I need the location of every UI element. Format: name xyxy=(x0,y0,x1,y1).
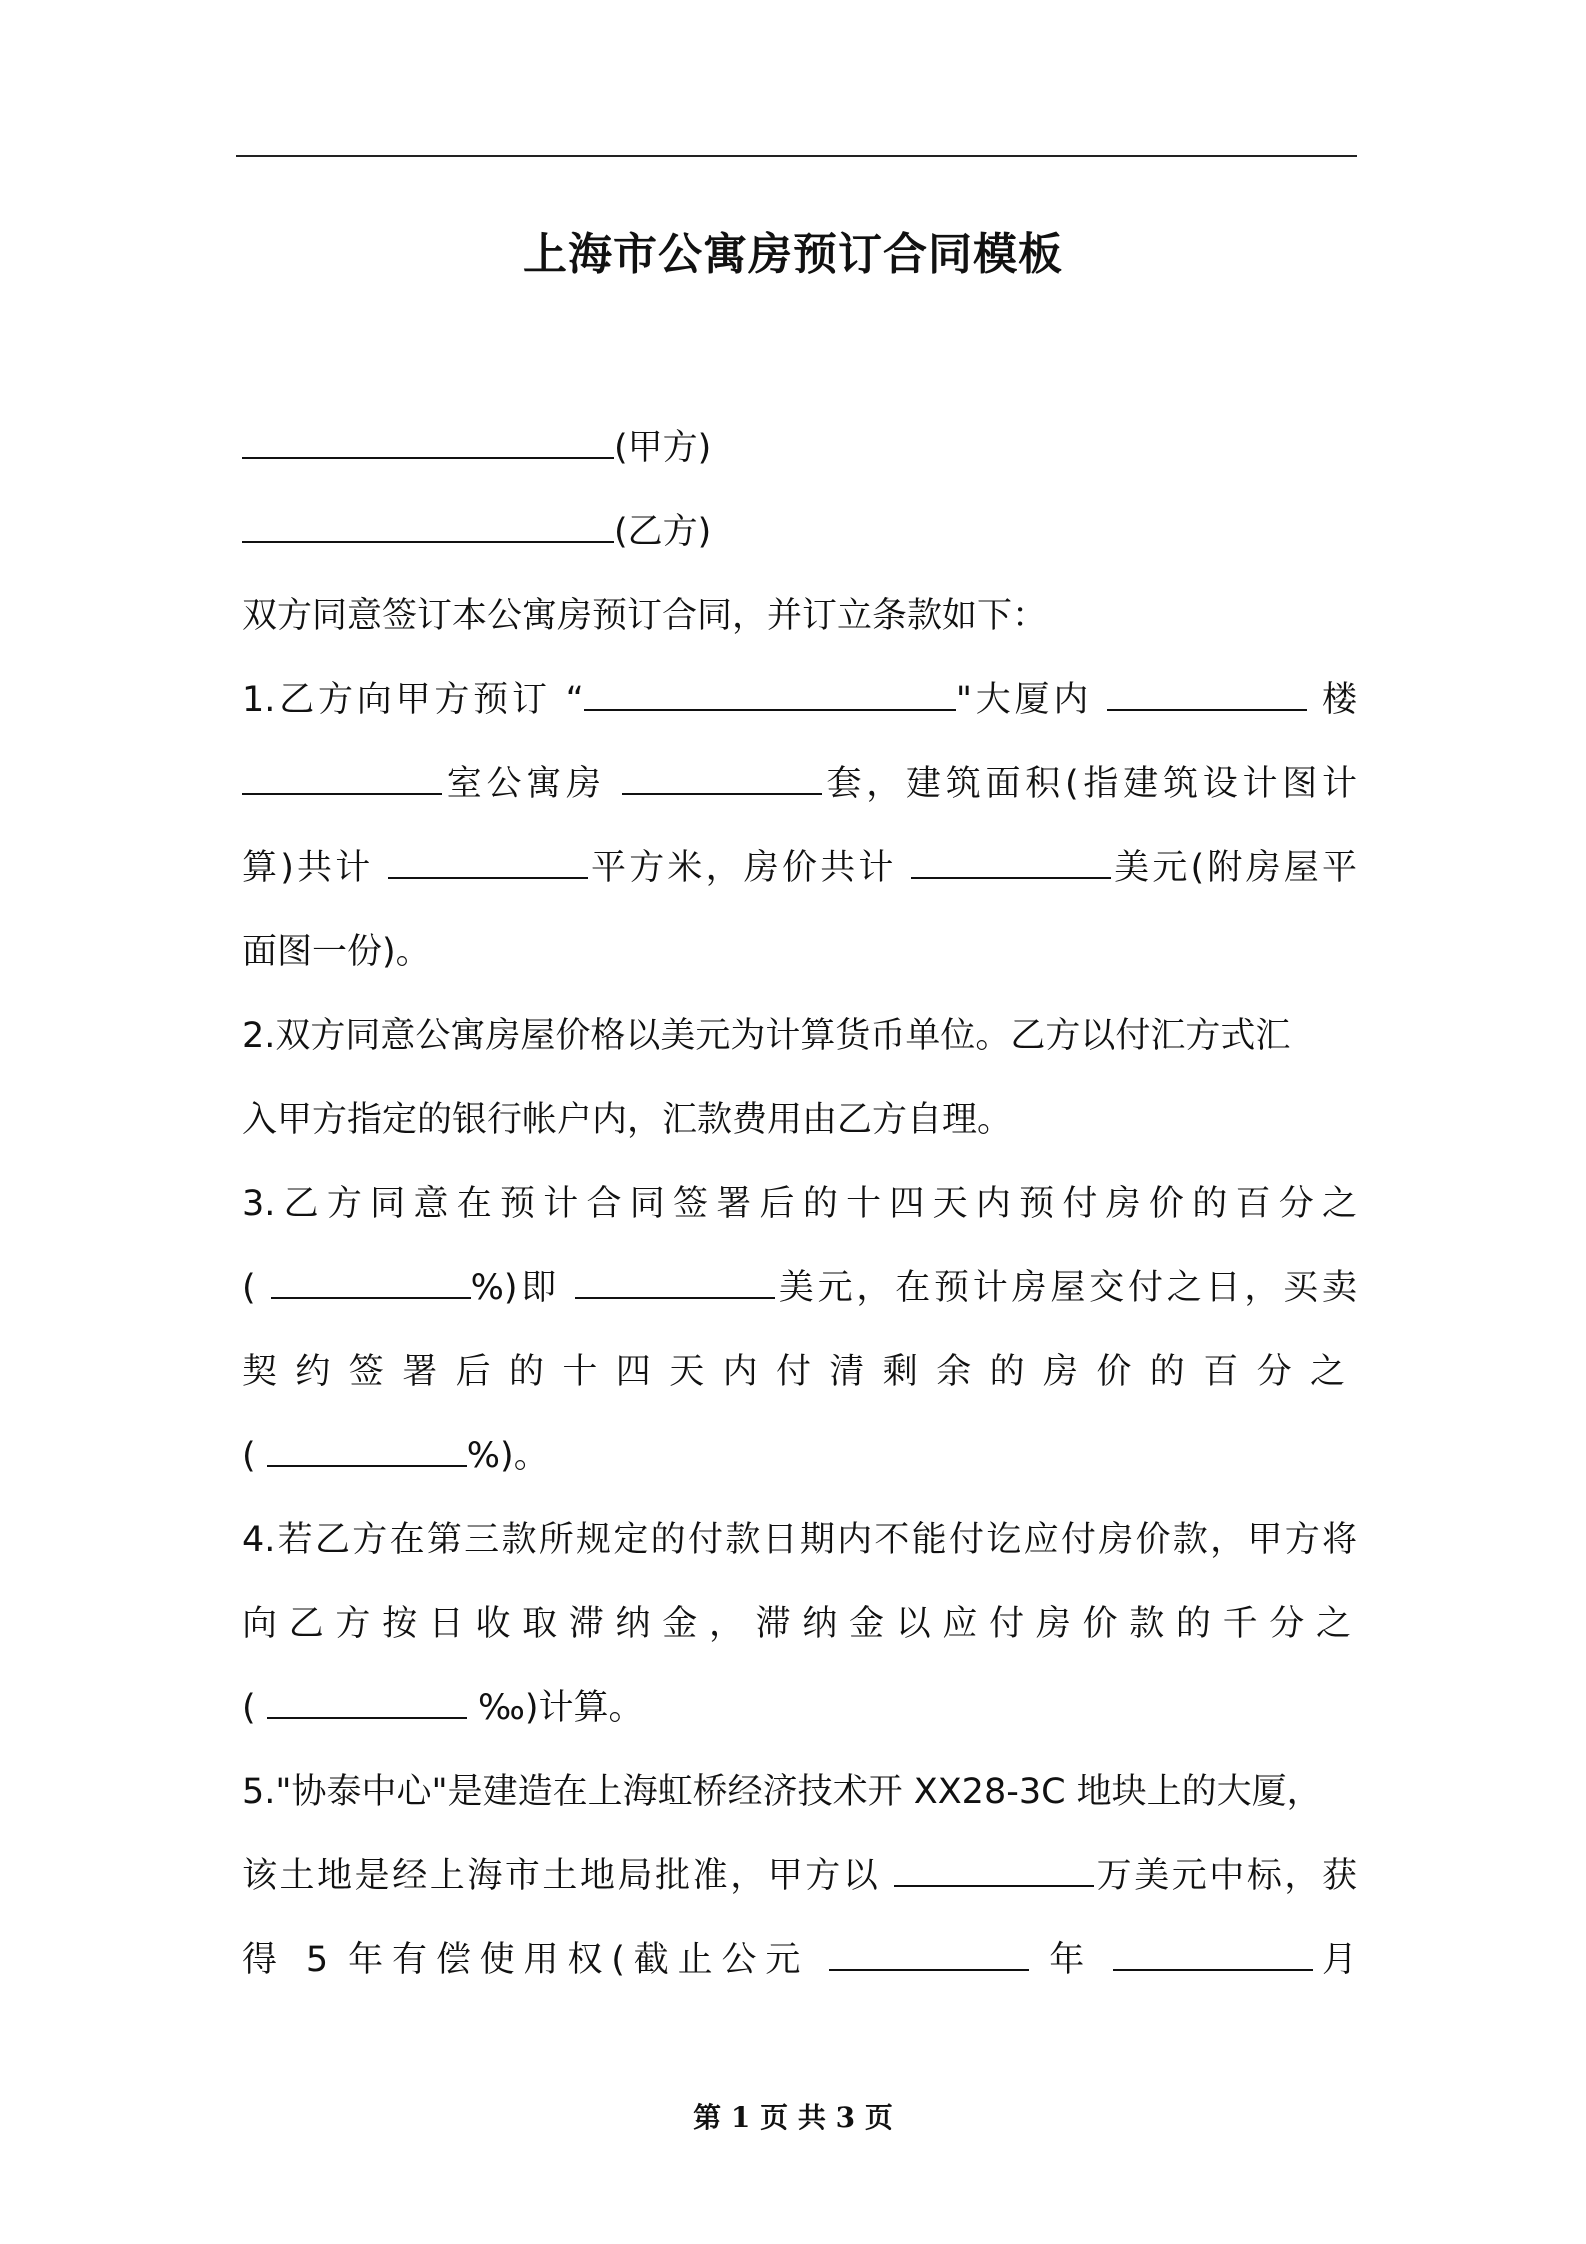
clause-4-line-3 xyxy=(242,1666,1357,1750)
clause-3-line-3 xyxy=(242,1330,1357,1414)
price-blank[interactable] xyxy=(911,851,1111,879)
floor-blank[interactable] xyxy=(1107,683,1307,711)
clause-3-text: 3.乙方同意在预计合同签署后的十四天内预付房价的百分之 xyxy=(242,1184,1357,1224)
year-blank[interactable] xyxy=(829,1943,1029,1971)
clause-1-line-4: 面图一份)。 xyxy=(242,932,431,972)
clause-5-line-1: 5."协泰中心"是建造在上海虹桥经济技术开 XX28-3C 地块上的大厦， xyxy=(242,1772,1322,1812)
clause-5-text: 该土地是经上海市土地局批准，甲方以 xyxy=(242,1856,881,1896)
clause-1-text: 套，建筑面积(指建筑设计图计 xyxy=(821,764,1357,804)
units-blank[interactable] xyxy=(622,767,822,795)
clause-1-text: 美元(附房屋平 xyxy=(1110,848,1357,888)
clause-1-text: "大厦内 xyxy=(955,680,1093,720)
clause-1-text: 平方米，房价共计 xyxy=(587,848,897,888)
balance-percent-blank[interactable] xyxy=(267,1439,467,1467)
document-title: 上海市公寓房预订合同模板 xyxy=(523,229,1063,280)
clause-5-text: 得 5 年有偿使用权(截止公元 xyxy=(242,1940,810,1980)
clause-3-line-4 xyxy=(242,1414,1357,1498)
clause-2-line-1: 2.双方同意公寓房屋价格以美元为计算货币单位。乙方以付汇方式汇 xyxy=(242,1016,1291,1056)
room-blank[interactable] xyxy=(242,767,442,795)
contract-body xyxy=(242,406,1357,2002)
intro-text: 双方同意签订本公寓房预订合同，并订立条款如下： xyxy=(242,596,1048,636)
clause-1-line-3 xyxy=(242,826,1357,910)
header-rule xyxy=(236,155,1357,157)
building-name-blank[interactable] xyxy=(584,683,956,711)
clause-2-line-2: 入甲方指定的银行帐户内，汇款费用由乙方自理。 xyxy=(242,1100,1013,1140)
party-b-label: (乙方) xyxy=(614,512,712,552)
clause-4-text: ( xyxy=(242,1688,256,1728)
party-a-line xyxy=(242,406,1357,490)
month-blank[interactable] xyxy=(1113,1943,1313,1971)
prepay-percent-blank[interactable] xyxy=(271,1271,471,1299)
clause-1-line-2 xyxy=(242,742,1357,826)
clause-3-text: 契约签署后的十四天内付清剩余的房价的百分之 xyxy=(242,1352,1357,1392)
prepay-amount-blank[interactable] xyxy=(575,1271,775,1299)
clause-3-text: ( xyxy=(242,1268,256,1308)
clause-1-text: 算)共计 xyxy=(242,848,374,888)
clause-3-text: ( xyxy=(242,1436,256,1476)
party-a-blank[interactable] xyxy=(242,431,614,459)
clause-4-line-2 xyxy=(242,1582,1357,1666)
clause-5-line-2 xyxy=(242,1834,1357,1918)
clause-1-line-1 xyxy=(242,658,1357,742)
clause-5-line-3 xyxy=(242,1918,1357,2002)
clause-3-text: %)。 xyxy=(466,1436,549,1476)
clause-3-text: 美元，在预计房屋交付之日，买卖 xyxy=(775,1268,1357,1308)
page-footer: 第 1 页 共 3 页 xyxy=(693,2101,893,2134)
party-b-blank[interactable] xyxy=(242,515,614,543)
area-blank[interactable] xyxy=(388,851,588,879)
clause-1-text: 室公寓房 xyxy=(442,764,606,804)
late-fee-rate-blank[interactable] xyxy=(267,1691,467,1719)
clause-5-text: 月 xyxy=(1313,1940,1357,1980)
clause-1-text: 1.乙方向甲方预订 “ xyxy=(242,680,584,720)
clause-3-line-2 xyxy=(242,1246,1357,1330)
bid-amount-blank[interactable] xyxy=(894,1859,1094,1887)
clause-5-text: 年 xyxy=(1049,1940,1094,1980)
clause-3-text: %)即 xyxy=(470,1268,561,1308)
clause-5-text: 万美元中标，获 xyxy=(1094,1856,1357,1896)
clause-3-line-1 xyxy=(242,1162,1357,1246)
party-b-line xyxy=(242,490,1357,574)
party-a-label: (甲方) xyxy=(614,428,712,468)
clause-4-line-1 xyxy=(242,1498,1357,1582)
clause-4-text: 4.若乙方在第三款所规定的付款日期内不能付讫应付房价款，甲方将 xyxy=(242,1520,1357,1560)
clause-1-text: 楼 xyxy=(1321,680,1357,720)
clause-4-text: ‰)计算。 xyxy=(477,1688,644,1728)
clause-4-text: 向乙方按日收取滞纳金，滞纳金以应付房价款的千分之 xyxy=(242,1604,1357,1644)
